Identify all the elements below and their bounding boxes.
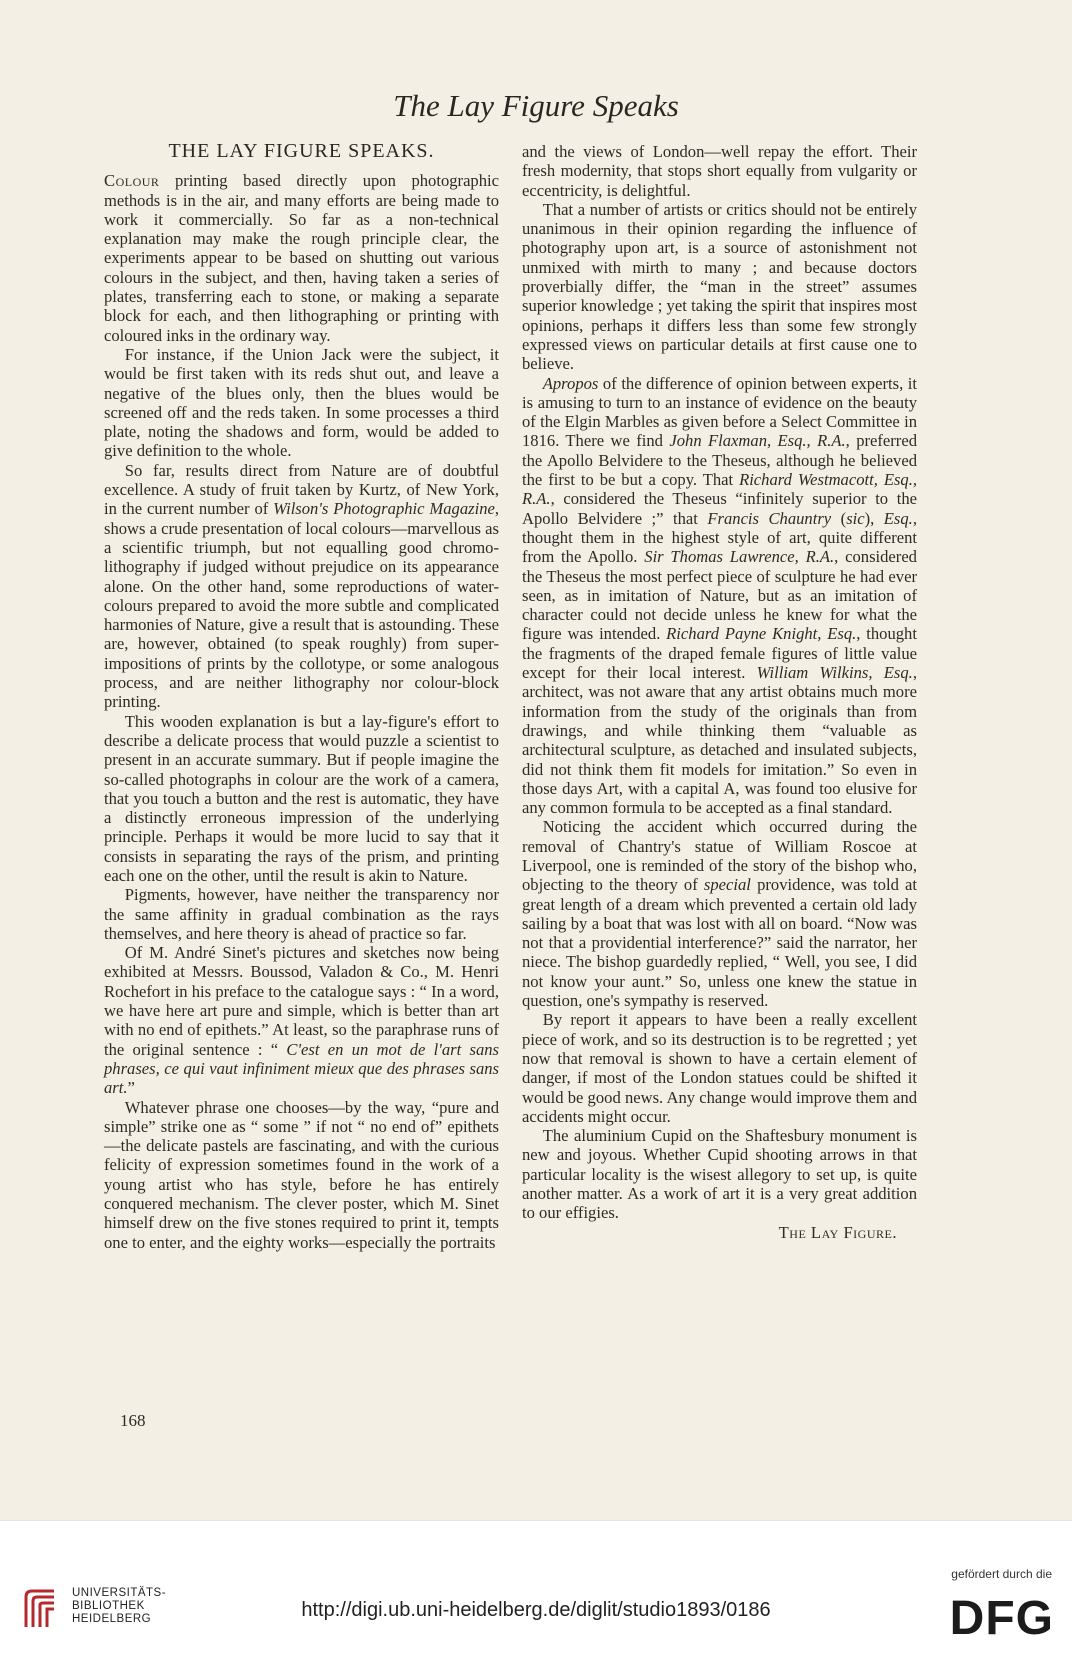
paragraph: For instance, if the Union Jack were the subject, it would be first taken with its reds shut out, and leave a negative of the blues only, then the blues would be screened off and the reds taken. In some processes a third plate, noting the shadows and form, would be added to give definition to the whole. (104, 344, 499, 461)
right-column (522, 142, 917, 1242)
paragraph: Of M. André Sinet's pictures and sketches now being exhibited at Messrs. Boussod, Valadon & Co., M. Henri Rochefort in his preface to the catalogue says : “ In a word, we have here art pure and simple, which is better than art with no end of epithets.” At least, so the paraphrase runs of the original sentence : “ C'est en un mot de l'art sans phrases, ce qui vaut infiniment mieux que des phrases sans art.” (104, 943, 499, 1098)
paragraph: The aluminium Cupid on the Shaftesbury monument is new and joyous. Whether Cupid shooting arrows in that particular locality is the wisest allegory to set up, is quite another matter. As a work of art it is a very great addition to our effigies. (522, 1126, 917, 1223)
paragraph: and the views of London—well repay the effort. Their fresh modernity, that stops short equally from vulgarity or eccentricity, is delightful. (522, 142, 917, 200)
signoff: The Lay Figure. (778, 1222, 897, 1242)
paragraph: By report it appears to have been a really excellent piece of work, and so its destruction is to be regretted ; yet now that removal is shown to have a certain element of danger, if most of the London statues could be shifted it would be good news. Any change would improve them and accidents might occur. (522, 1010, 917, 1126)
left-column (104, 142, 499, 1252)
digitization-footer (0, 1520, 1072, 1660)
dfg-logo: DFG (949, 1592, 1054, 1645)
funded-by-label: gefördert durch die (951, 1567, 1052, 1581)
lead-word: Colour (104, 171, 160, 191)
running-head: The Lay Figure Speaks (393, 88, 679, 123)
paragraph: Whatever phrase one chooses—by the way, “pure and simple” strike one as “ some ” if not “ no end of” epithets—the delicate pastels are fascinating, and with the curious felicity of expression sometimes found in the work of a young artist who has style, before he has entirely conquered mechanism. The clever poster, which M. Sinet himself drew on the five stones required to print it, tempts one to enter, and the eighty works—especially the portraits (104, 1097, 499, 1252)
french-quote: C'est en un mot de l'art sans phrases, ce qui vaut infiniment mieux que des phrases sans art. (104, 1039, 499, 1098)
source-url-link[interactable]: http://digi.ub.uni-heidelberg.de/diglit/studio1893/0186 (301, 1599, 771, 1621)
library-name: UNIVERSITÄTS- BIBLIOTHEK HEIDELBERG (72, 1587, 167, 1625)
paragraph: This wooden explanation is but a lay-figure's effort to describe a delicate process that would puzzle a scientist to present in an accurate summary. But if people imagine the so-called photographs in colour are the work of a camera, that you touch a button and the rest is automatic, they have a distinctly erroneous impression of the underlying principle. Perhaps it would be more lucid to say that it consists in separating the rays of the prism, and printing each one on the other, until the result is akin to Nature. (104, 711, 499, 885)
article-title: THE LAY FIGURE SPEAKS. (168, 140, 435, 162)
paragraph: Apropos of the difference of opinion between experts, it is amusing to turn to an instance of evidence on the beauty of the Elgin Marbles as given before a Select Committee in 1816. There we find John Flaxman, Esq., R.A., preferred the Apollo Belvidere to the Theseus, although he believed the first to be but a copy. That Richard Westmacott, Esq., R.A., considered the Theseus “infinitely superior to the Apollo Belvidere ;” that Francis Chauntry (sic), Esq., thought them in the highest style of art, quite different from the Apollo. Sir Thomas Lawrence, R.A., considered the Theseus the most perfect piece of sculpture he had ever seen, as in imitation of Nature, but as an imitation of character could not decide unless he knew for what the figure was intended. Richard Payne Knight, Esq., thought the fragments of the draped female figures of little value except for their local interest. William Wilkins, Esq., architect, was not aware that any artist obtains much more information from the study of the originals than from drawings, and while thinking them “valuable as architectural sculpture, as detached and insulated subjects, did not think them fit models for imitation.” So even in those days Art, with a capital A, was found too elusive for any common formula to be accepted as a final standard. (522, 373, 918, 818)
paragraph: Noticing the accident which occurred during the removal of Chantry's statue of William Roscoe at Liverpool, one is reminded of the story of the bishop who, objecting to the theory of special providence, was told at great length of a dream which prevented a certain old lady sailing by a boat that was lost with all on board. “Now was not that a providential interference?” said the narrator, her niece. The bishop guardedly replied, “ Well, you see, I did not know your aunt.” So, unless one knew the statue in question, one's sympathy is reserved. (522, 817, 917, 1011)
journal-title: Wilson's Photographic Magazine (273, 499, 495, 519)
page-number: 168 (120, 1411, 146, 1430)
paragraph: That a number of artists or critics should not be entirely unanimous in their opinion regarding the influence of photography upon art, is a source of astonishment not unmixed with mirth to many ; and because doctors proverbially differ, the “man in the street” assumes superior knowledge ; yet taking the spirit that inspires most opinions, perhaps it differs less than some few strongly expressed views on particular details at first cause one to believe. (522, 199, 917, 374)
paragraph: Pigments, however, have neither the transparency nor the same affinity in gradual combination as the rays themselves, and here theory is ahead of practice so far. (104, 885, 499, 943)
paragraph: So far, results direct from Nature are of doubtful excellence. A study of fruit taken by Kurtz, of New York, in the current number of Wilson's Photographic Magazine, shows a crude presentation of local colours—marvellous as a scientific triumph, but not equalling good chromo-lithography if judged without prejudice on its appearance alone. On the other hand, some reproductions of water-colours prepared to avoid the more subtle and complicated harmonies of Nature, give a result that is astounding. These are, however, obtained (to speak roughly) from super-impositions of prints by the collotype, or some analogous process, and are neither lithography nor colour-block printing. (104, 460, 500, 712)
paragraph: Colour printing based directly upon photographic methods is in the air, and many efforts are being made to work it commercially. So far as a non-technical explanation may make the rough principle clear, the experiments appear to be based on shutting out various colours in the subject, and then, having taken a series of plates, transferring each to stone, or making a separate block for each, and then lithographing or printing with coloured inks in the ordinary way. (104, 171, 500, 345)
